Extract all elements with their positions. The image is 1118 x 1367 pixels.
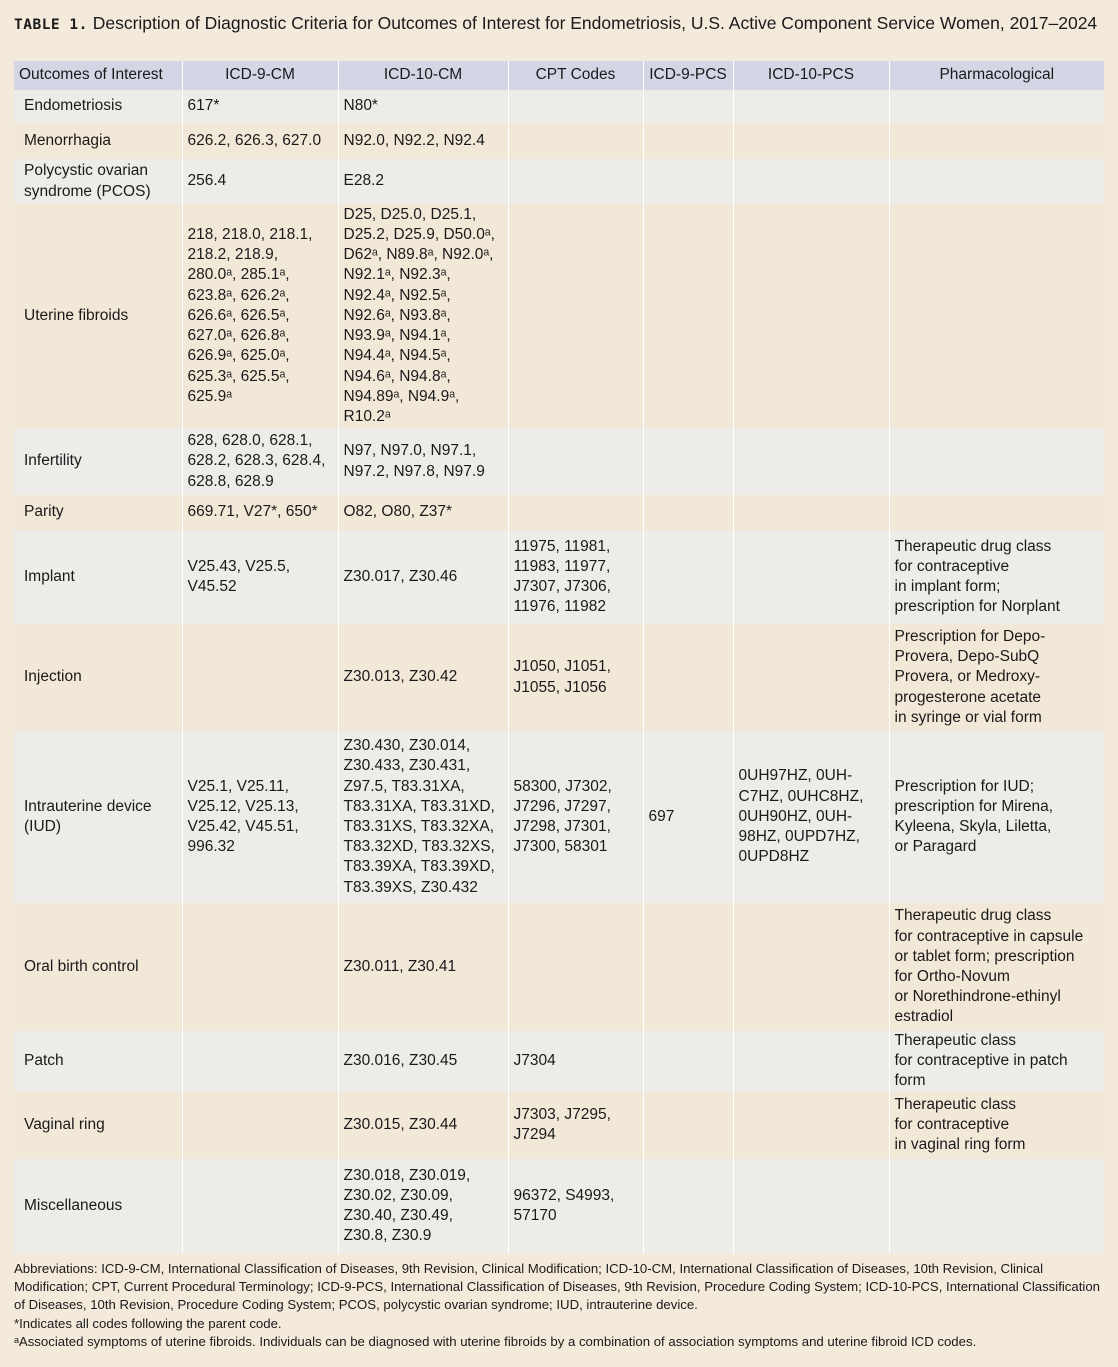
icd10cm-cell: N97, N97.0, N97.1, N97.2, N97.8, N97.9 (338, 428, 508, 495)
icd9pcs-cell: 697 (643, 731, 733, 903)
icd10cm-cell: Z30.015, Z30.44 (338, 1092, 508, 1159)
icd9cm-cell (182, 624, 338, 731)
table-row (14, 731, 1104, 903)
outcome-cell: Injection (14, 624, 182, 731)
icd9cm-cell: V25.1, V25.11, V25.12, V25.13, V25.42, V45.51, 996.32 (182, 731, 338, 903)
cpt-cell (508, 159, 643, 204)
icd10pcs-cell (733, 123, 889, 159)
pharmacological-cell (889, 204, 1104, 428)
pharmacological-cell (889, 495, 1104, 530)
outcome-cell: Intrauterine device (IUD) (14, 731, 182, 903)
cpt-cell: 96372, S4993, 57170 (508, 1159, 643, 1254)
icd10pcs-cell (733, 204, 889, 428)
cpt-cell (508, 123, 643, 159)
icd9cm-cell (182, 1092, 338, 1159)
column-header-cpt: CPT Codes (508, 61, 643, 90)
table-row (14, 624, 1104, 731)
icd9pcs-cell (643, 624, 733, 731)
icd9pcs-cell (643, 1031, 733, 1092)
diagnostic-criteria-table (14, 61, 1104, 1254)
outcome-cell: Uterine fibroids (14, 204, 182, 428)
table-row (14, 428, 1104, 495)
pharmacological-cell (889, 428, 1104, 495)
outcome-cell: Miscellaneous (14, 1159, 182, 1254)
table-label: TABLE 1. (14, 17, 88, 33)
cpt-cell (508, 903, 643, 1031)
icd10cm-cell: Z30.011, Z30.41 (338, 903, 508, 1031)
cpt-cell (508, 428, 643, 495)
table-footnotes (14, 1260, 1106, 1351)
icd10cm-cell: Z30.430, Z30.014, Z30.433, Z30.431, Z97.5, T83.31XA, T83.31XA, T83.31XD, T83.31XS, T83.32XA, T83.32XD, T83.32XS, T83.39XA, T83.39XD, T83.39XS, Z30.432 (338, 731, 508, 903)
pharmacological-cell: Prescription for Depo- Provera, Depo-SubQ Provera, or Medroxy- progesterone acetate in syringe or vial form (889, 624, 1104, 731)
icd9cm-cell (182, 903, 338, 1031)
table-row (14, 903, 1104, 1031)
pharmacological-cell (889, 90, 1104, 123)
icd9pcs-cell (643, 1159, 733, 1254)
icd10cm-cell: E28.2 (338, 159, 508, 204)
icd9pcs-cell (643, 204, 733, 428)
icd9cm-cell: 218, 218.0, 218.1, 218.2, 218.9, 280.0ᵃ, 285.1ᵃ, 623.8ᵃ, 626.2ᵃ, 626.6ᵃ, 626.5ᵃ, 627.0ᵃ, 626.8ᵃ, 626.9ᵃ, 625.0ᵃ, 625.3ᵃ, 625.5ᵃ, 625.9ᵃ (182, 204, 338, 428)
icd9pcs-cell (643, 903, 733, 1031)
table-row (14, 123, 1104, 159)
icd10pcs-cell: 0UH97HZ, 0UH- C7HZ, 0UHC8HZ, 0UH90HZ, 0UH- 98HZ, 0UPD7HZ, 0UPD8HZ (733, 731, 889, 903)
icd9cm-cell (182, 1031, 338, 1092)
cpt-cell: 58300, J7302, J7296, J7297, J7298, J7301, J7300, 58301 (508, 731, 643, 903)
column-header-icd9cm: ICD-9-CM (182, 61, 338, 90)
icd10pcs-cell (733, 495, 889, 530)
icd10pcs-cell (733, 159, 889, 204)
table-title (14, 12, 1106, 36)
pharmacological-cell (889, 123, 1104, 159)
outcome-cell: Parity (14, 495, 182, 530)
pharmacological-cell: Therapeutic class for contraceptive in patch form (889, 1031, 1104, 1092)
column-header-pharmacological: Pharmacological (889, 61, 1104, 90)
table-row (14, 1031, 1104, 1092)
table-title-text: Description of Diagnostic Criteria for Outcomes of Interest for Endometriosis, U.S. Active Component Service Women, 2017–2024 (92, 13, 1098, 33)
outcome-cell: Vaginal ring (14, 1092, 182, 1159)
icd9cm-cell (182, 1159, 338, 1254)
icd9cm-cell: 626.2, 626.3, 627.0 (182, 123, 338, 159)
icd9pcs-cell (643, 495, 733, 530)
cpt-cell: J1050, J1051, J1055, J1056 (508, 624, 643, 731)
icd10pcs-cell (733, 428, 889, 495)
icd10cm-cell: Z30.013, Z30.42 (338, 624, 508, 731)
cpt-cell: J7304 (508, 1031, 643, 1092)
icd9cm-cell: 669.71, V27*, 650* (182, 495, 338, 530)
icd10cm-cell: O82, O80, Z37* (338, 495, 508, 530)
icd9cm-cell: 628, 628.0, 628.1, 628.2, 628.3, 628.4, 628.8, 628.9 (182, 428, 338, 495)
icd10cm-cell: N80* (338, 90, 508, 123)
column-header-outcome: Outcomes of Interest (14, 61, 182, 90)
icd10pcs-cell (733, 903, 889, 1031)
pharmacological-cell (889, 159, 1104, 204)
pharmacological-cell: Therapeutic class for contraceptive in vaginal ring form (889, 1092, 1104, 1159)
column-header-icd10pcs: ICD-10-PCS (733, 61, 889, 90)
outcome-cell: Patch (14, 1031, 182, 1092)
table-row (14, 159, 1104, 204)
outcome-cell: Endometriosis (14, 90, 182, 123)
icd10cm-cell: Z30.016, Z30.45 (338, 1031, 508, 1092)
column-header-icd10cm: ICD-10-CM (338, 61, 508, 90)
icd9pcs-cell (643, 530, 733, 624)
outcome-cell: Implant (14, 530, 182, 624)
table-row (14, 495, 1104, 530)
icd9pcs-cell (643, 159, 733, 204)
icd9pcs-cell (643, 90, 733, 123)
superscript-a-note: ᵃAssociated symptoms of uterine fibroids. Individuals can be diagnosed with uterine fibroids by a combination of association symptoms and uterine fibroid ICD codes. (14, 1333, 977, 1349)
table-row (14, 1092, 1104, 1159)
icd9pcs-cell (643, 1092, 733, 1159)
asterisk-note: *Indicates all codes following the parent code. (14, 1315, 282, 1331)
outcome-cell: Oral birth control (14, 903, 182, 1031)
icd9pcs-cell (643, 123, 733, 159)
table-row (14, 204, 1104, 428)
outcome-cell: Polycystic ovarian syndrome (PCOS) (14, 159, 182, 204)
table-header-row (14, 61, 1104, 90)
column-header-icd9pcs: ICD-9-PCS (643, 61, 733, 90)
icd9pcs-cell (643, 428, 733, 495)
table-row (14, 1159, 1104, 1254)
icd10pcs-cell (733, 1092, 889, 1159)
icd10pcs-cell (733, 624, 889, 731)
icd10cm-cell: D25, D25.0, D25.1, D25.2, D25.9, D50.0ᵃ, D62ᵃ, N89.8ᵃ, N92.0ᵃ, N92.1ᵃ, N92.3ᵃ, N92.4ᵃ, N92.5ᵃ, N92.6ᵃ, N93.8ᵃ, N93.9ᵃ, N94.1ᵃ, N94.4ᵃ, N94.5ᵃ, N94.6ᵃ, N94.8ᵃ, N94.89ᵃ, N94.9ᵃ, R10.2ᵃ (338, 204, 508, 428)
outcome-cell: Menorrhagia (14, 123, 182, 159)
pharmacological-cell: Prescription for IUD; prescription for Mirena, Kyleena, Skyla, Liletta, or Paragard (889, 731, 1104, 903)
icd9cm-cell: 617* (182, 90, 338, 123)
cpt-cell: J7303, J7295, J7294 (508, 1092, 643, 1159)
abbreviations-note: Abbreviations: ICD-9-CM, International Classification of Diseases, 9th Revision, Clinical Modification; ICD-10-CM, International Classification of Diseases, 10th Revision, Clinical Modification; CPT, Current Procedural Terminology; ICD-9-PCS, International Classification of Diseases, 9th Revision, Procedure Coding System; ICD-10-PCS, International Classification of Diseases, 10th Revision, Procedure Coding System; PCOS, polycystic ovarian syndrome; IUD, intrauterine device. (14, 1261, 1100, 1313)
outcome-cell: Infertility (14, 428, 182, 495)
icd10cm-cell: Z30.018, Z30.019, Z30.02, Z30.09, Z30.40, Z30.49, Z30.8, Z30.9 (338, 1159, 508, 1254)
icd10pcs-cell (733, 1159, 889, 1254)
icd10pcs-cell (733, 1031, 889, 1092)
pharmacological-cell: Therapeutic drug class for contraceptive in capsule or tablet form; prescription for Ortho-Novum or Norethindrone-ethinyl estradiol (889, 903, 1104, 1031)
icd10cm-cell: Z30.017, Z30.46 (338, 530, 508, 624)
pharmacological-cell: Therapeutic drug class for contraceptive in implant form; prescription for Norplant (889, 530, 1104, 624)
cpt-cell (508, 495, 643, 530)
icd9cm-cell: V25.43, V25.5, V45.52 (182, 530, 338, 624)
table-row (14, 90, 1104, 123)
icd10pcs-cell (733, 530, 889, 624)
icd10cm-cell: N92.0, N92.2, N92.4 (338, 123, 508, 159)
cpt-cell: 11975, 11981, 11983, 11977, J7307, J7306, 11976, 11982 (508, 530, 643, 624)
cpt-cell (508, 90, 643, 123)
icd10pcs-cell (733, 90, 889, 123)
pharmacological-cell (889, 1159, 1104, 1254)
cpt-cell (508, 204, 643, 428)
table-row (14, 530, 1104, 624)
icd9cm-cell: 256.4 (182, 159, 338, 204)
